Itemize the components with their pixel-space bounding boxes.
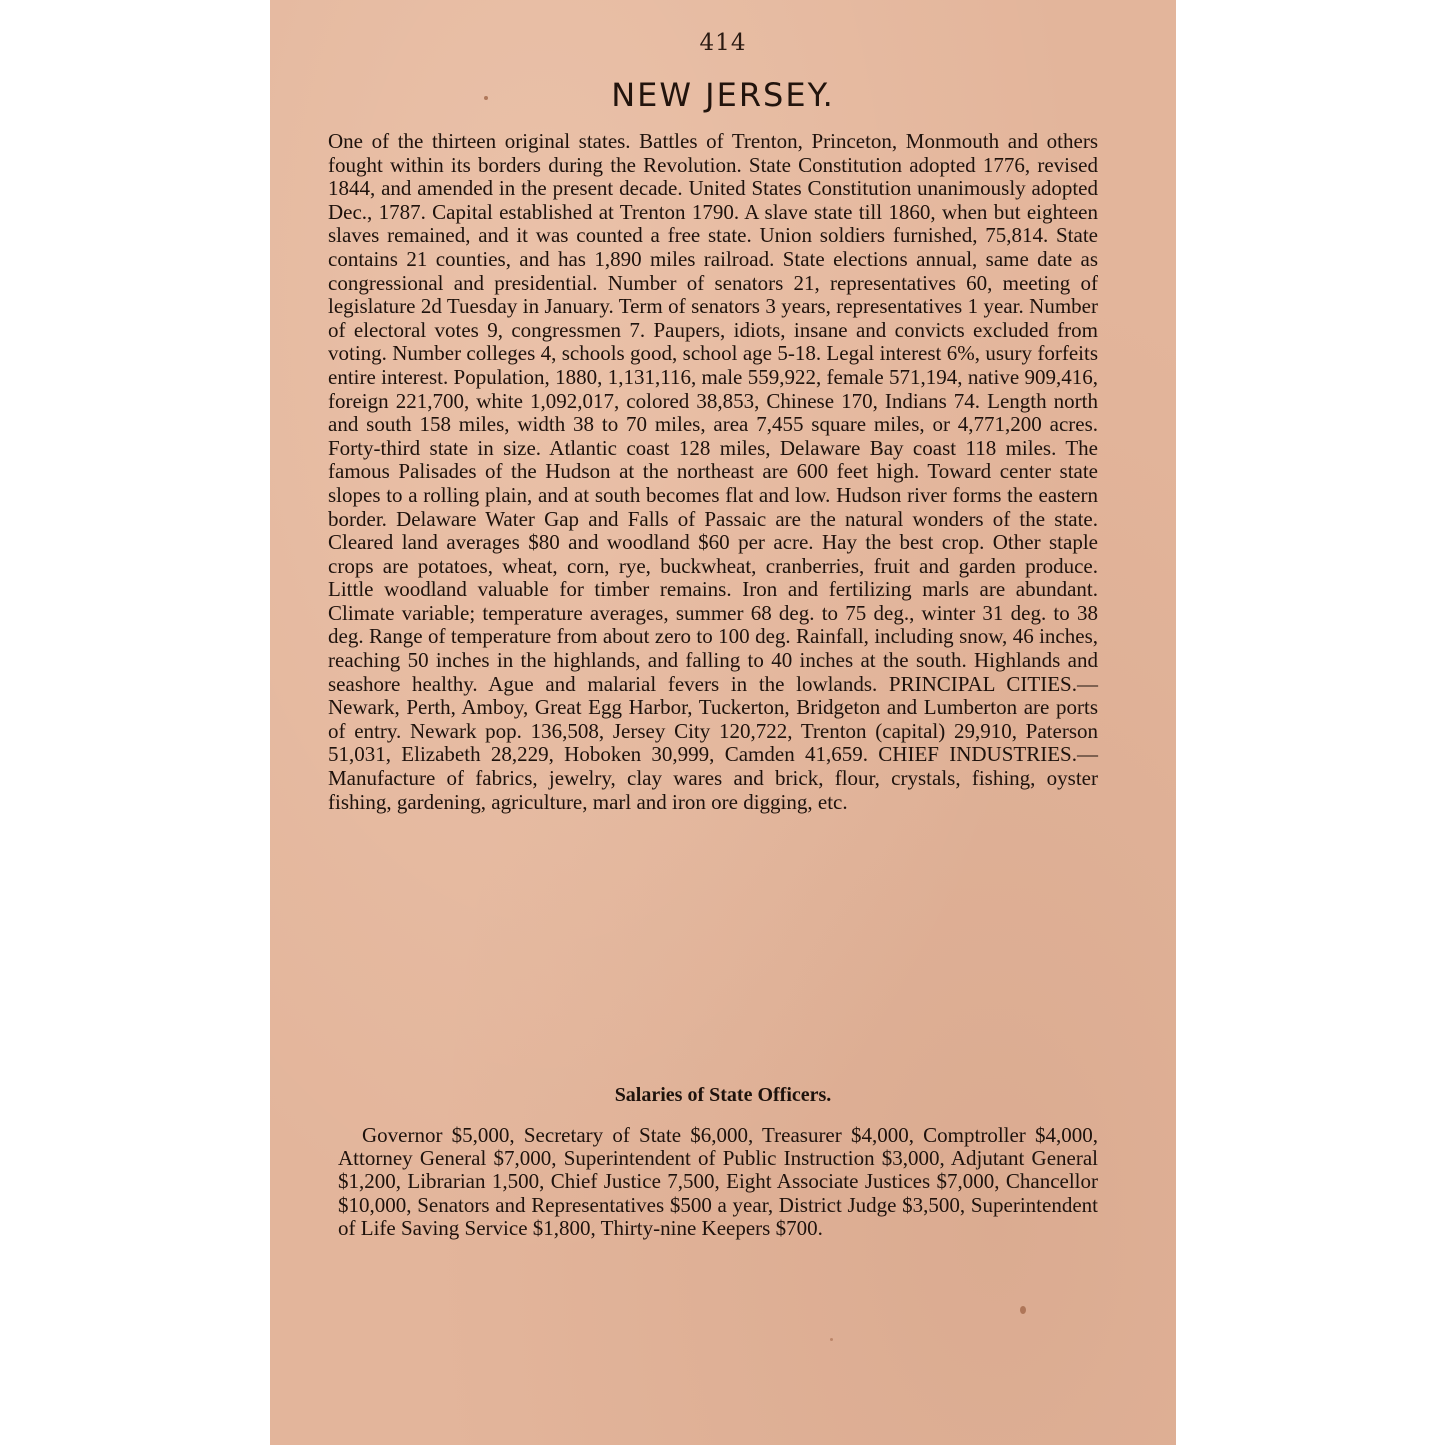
page-title: NEW JERSEY.	[611, 76, 835, 114]
almanac-page	[270, 0, 1176, 1445]
paper-speck	[484, 96, 488, 100]
salaries-paragraph: Governor $5,000, Secretary of State $6,000, Treasurer $4,000, Comptroller $4,000, Attorney General $7,000, Superintendent of Public Instruction $3,000, Adjutant General $1,200, Librarian 1,500, Chief Justice 7,500, Eight Associate Justices $7,000, Chancellor $10,000, Senators and Representatives $500 a year, District Judge $3,500, Superintendent of Life Saving Service $1,800, Thirty-nine Keepers $700.	[338, 1123, 1098, 1240]
paper-speck	[1020, 1306, 1026, 1314]
state-description-paragraph: One of the thirteen original states. Battles of Trenton, Princeton, Monmouth and others fought within its borders during the Revolution. State Constitution adopted 1776, revised 1844, and amended in the present decade. United States Constitution unanimously adopted Dec., 1787. Capital established at Trenton 1790. A slave state till 1860, when but eighteen slaves remained, and it was counted a free state. Union soldiers furnished, 75,814. State contains 21 counties, and has 1,890 miles railroad. State elections annual, same date as congressional and presidential. Number of senators 21, representatives 60, meeting of legislature 2d Tuesday in January. Term of senators 3 years, representatives 1 year. Number of electoral votes 9, congressmen 7. Paupers, idiots, insane and convicts excluded from voting. Number colleges 4, schools good, school age 5-18. Legal interest 6%, usury forfeits entire interest. Population, 1880, 1,131,116, male 559,922, female 571,194, native 909,416, foreign 221,700, white 1,092,017, colored 38,853, Chinese 170, Indians 74. Length north and south 158 miles, width 38 to 70 miles, area 7,455 square miles, or 4,771,200 acres. Forty-third state in size. Atlantic coast 128 miles, Delaware Bay coast 118 miles. The famous Palisades of the Hudson at the northeast are 600 feet high. Toward center state slopes to a rolling plain, and at south becomes flat and low. Hudson river forms the eastern border. Delaware Water Gap and Falls of Passaic are the natural wonders of the state. Cleared land averages $80 and woodland $60 per acre. Hay the best crop. Other staple crops are potatoes, wheat, corn, rye, buckwheat, cranberries, fruit and garden produce. Little woodland valuable for timber remains. Iron and fertilizing marls are abundant. Climate variable; temperature averages, summer 68 deg. to 75 deg., winter 31 deg. to 38 deg. Range of temperature from about zero to 100 deg. Rainfall, including snow, 46 inches, reaching 50 inches in the highlands, and falling to 40 inches at the south. Highlands and seashore healthy. Ague and malarial fevers in the lowlands. PRINCIPAL CITIES.—Newark, Perth, Amboy, Great Egg Harbor, Tuckerton, Bridgeton and Lumberton are ports of entry. Newark pop. 136,508, Jersey City 120,722, Trenton (capital) 29,910, Paterson 51,031, Elizabeth 28,229, Hoboken 30,999, Camden 41,659. CHIEF INDUSTRIES.—Manufacture of fabrics, jewelry, clay wares and brick, flour, crystals, fishing, oyster fishing, gardening, agriculture, marl and iron ore digging, etc.	[328, 129, 1098, 814]
paper-speck	[830, 1338, 833, 1341]
salaries-heading: Salaries of State Officers.	[614, 1084, 832, 1106]
page-number: 414	[699, 30, 747, 56]
